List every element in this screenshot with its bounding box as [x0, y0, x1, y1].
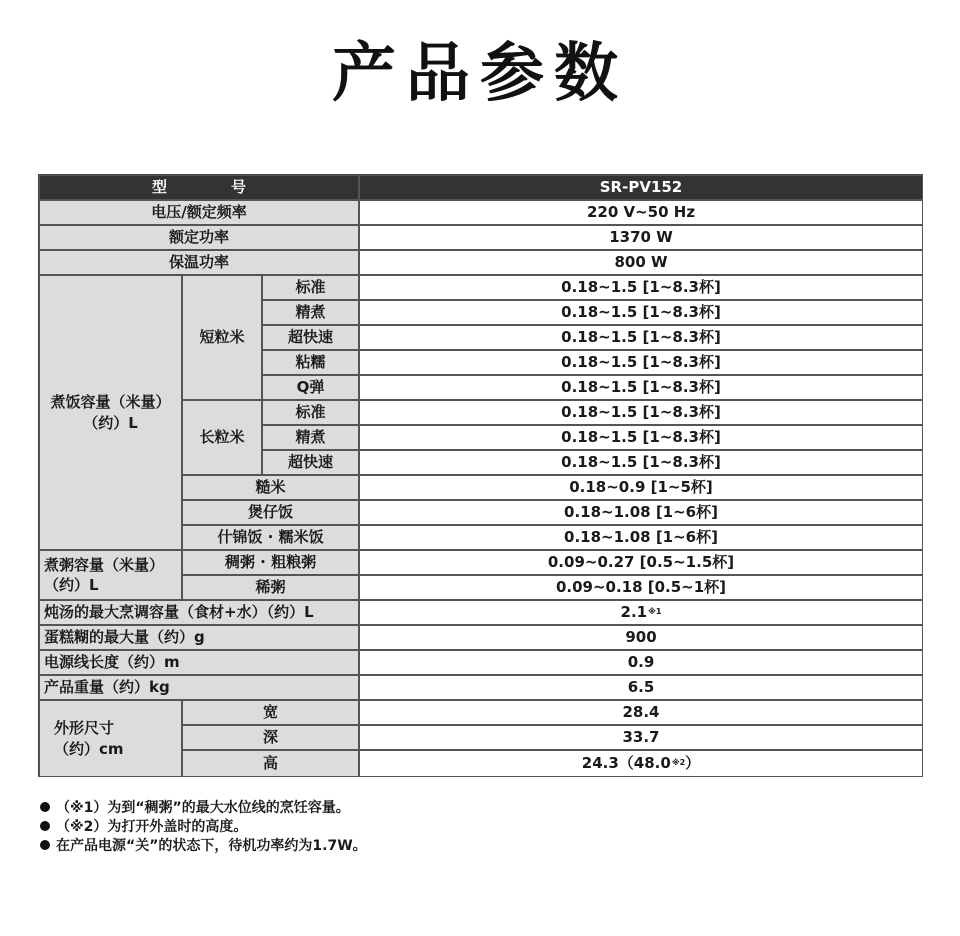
footnote-text: （※2）为打开外盖时的高度。: [56, 818, 248, 835]
cord-length-value: 0.9: [359, 650, 923, 675]
model-header-label: [39, 175, 359, 200]
short-grain-label: 短粒米: [182, 275, 262, 400]
porridge-capacity-label-line1: 煮粥容量（米量）: [44, 555, 165, 574]
long-mode-label: 标准: [262, 400, 359, 425]
short-mode-label: 标准: [262, 275, 359, 300]
short-mode-value: 0.18~1.5 [1~8.3杯]: [359, 375, 923, 400]
other-rice-label: 糙米: [182, 475, 359, 500]
dimensions-label-line1: 外形尺寸: [54, 719, 115, 738]
footnote-mark: ※1: [648, 607, 662, 617]
weight-label: 产品重量（约）kg: [39, 675, 359, 700]
other-rice-value: 0.18~1.08 [1~6杯]: [359, 500, 923, 525]
model-value: SR-PV152: [359, 175, 923, 200]
cake-batter-value: 900: [359, 625, 923, 650]
dimensions-label: [39, 700, 182, 777]
bullet-icon: [40, 821, 50, 831]
footnote-item: [40, 835, 367, 854]
long-mode-value: 0.18~1.5 [1~8.3杯]: [359, 450, 923, 475]
porridge-mode-label: 稀粥: [182, 575, 359, 600]
dimensions-label-line2: （约）cm: [54, 739, 124, 758]
cake-batter-label: 蛋糕糊的最大量（约）g: [39, 625, 359, 650]
height-number: 24.3（48.0: [581, 754, 671, 773]
width-label: 宽: [182, 700, 359, 725]
porridge-mode-value: 0.09~0.27 [0.5~1.5杯]: [359, 550, 923, 575]
model-header-char-1: 型: [151, 178, 167, 197]
height-close-paren: ）: [685, 754, 701, 773]
short-mode-label: 精煮: [262, 300, 359, 325]
voltage-label: 电压/额定频率: [39, 200, 359, 225]
footnote-item: [40, 816, 367, 835]
height-label: 高: [182, 750, 359, 777]
warm-power-label: 保温功率: [39, 250, 359, 275]
model-header-char-2: 号: [231, 178, 247, 197]
short-mode-value: 0.18~1.5 [1~8.3杯]: [359, 325, 923, 350]
rice-capacity-label-line1: 煮饭容量（米量）: [50, 393, 171, 412]
bullet-icon: [40, 802, 50, 812]
height-value: [359, 750, 923, 777]
short-mode-value: 0.18~1.5 [1~8.3杯]: [359, 350, 923, 375]
other-rice-value: 0.18~1.08 [1~6杯]: [359, 525, 923, 550]
long-mode-label: 超快速: [262, 450, 359, 475]
depth-value: 33.7: [359, 725, 923, 750]
footnotes: [40, 797, 367, 854]
soup-capacity-number: 2.1: [620, 603, 648, 622]
page-title: 产品参数: [332, 37, 628, 111]
footnote-mark: ※2: [671, 758, 686, 768]
soup-capacity-value: [359, 600, 923, 625]
short-mode-label: 超快速: [262, 325, 359, 350]
warm-power-value: 800 W: [359, 250, 923, 275]
porridge-mode-label: 稠粥 · 粗粮粥: [182, 550, 359, 575]
porridge-mode-value: 0.09~0.18 [0.5~1杯]: [359, 575, 923, 600]
footnote-text: 在产品电源“关”的状态下，待机功率约为1.7W。: [56, 837, 367, 854]
porridge-capacity-label: [39, 550, 182, 600]
other-rice-value: 0.18~0.9 [1~5杯]: [359, 475, 923, 500]
footnote-item: [40, 797, 367, 816]
footnote-text: （※1）为到“稠粥”的最大水位线的烹饪容量。: [56, 799, 350, 816]
short-mode-label: Q弹: [262, 375, 359, 400]
cord-length-label: 电源线长度（约）m: [39, 650, 359, 675]
long-mode-value: 0.18~1.5 [1~8.3杯]: [359, 425, 923, 450]
bullet-icon: [40, 840, 50, 850]
short-mode-label: 粘糯: [262, 350, 359, 375]
rated-power-label: 额定功率: [39, 225, 359, 250]
short-mode-value: 0.18~1.5 [1~8.3杯]: [359, 275, 923, 300]
other-rice-label: 什锦饭 · 糯米饭: [182, 525, 359, 550]
rated-power-value: 1370 W: [359, 225, 923, 250]
depth-label: 深: [182, 725, 359, 750]
rice-capacity-label: [39, 275, 182, 550]
voltage-value: 220 V~50 Hz: [359, 200, 923, 225]
porridge-capacity-label-line2: （约）L: [44, 576, 99, 594]
long-grain-label: 长粒米: [182, 400, 262, 475]
soup-capacity-label: 炖汤的最大烹调容量（食材+水）（约）L: [39, 600, 359, 625]
width-value: 28.4: [359, 700, 923, 725]
weight-value: 6.5: [359, 675, 923, 700]
spec-table: [38, 174, 923, 777]
long-mode-label: 精煮: [262, 425, 359, 450]
long-mode-value: 0.18~1.5 [1~8.3杯]: [359, 400, 923, 425]
rice-capacity-label-line2: （约）L: [83, 413, 138, 432]
other-rice-label: 煲仔饭: [182, 500, 359, 525]
short-mode-value: 0.18~1.5 [1~8.3杯]: [359, 300, 923, 325]
